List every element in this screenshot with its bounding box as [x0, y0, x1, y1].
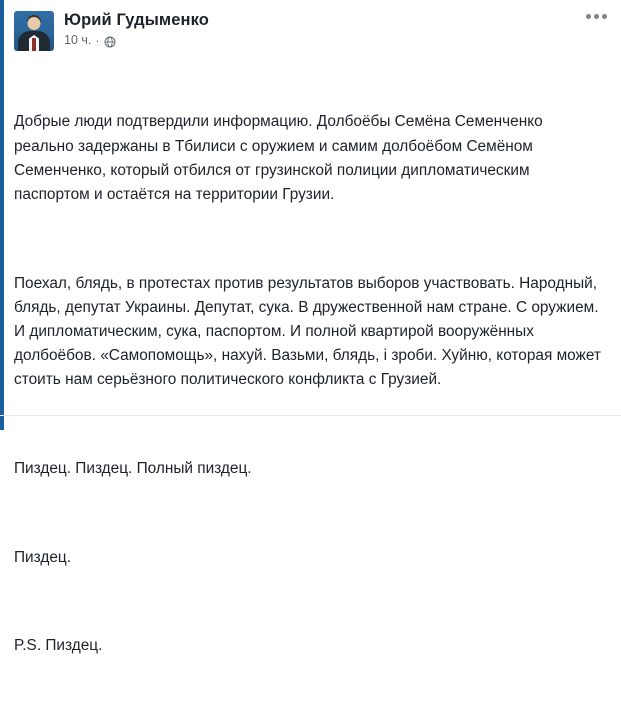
meta-separator: · — [95, 33, 100, 48]
post-meta — [64, 33, 209, 48]
more-options-icon[interactable] — [586, 14, 607, 19]
post-paragraph: Поехал, блядь, в протестах против результатов выборов участвовать. Народный, блядь, депутат Украины. Депутат, сука. В дружественной нам стране. С оружием. И дипломатическим, сука, паспортом. И полной квартирой вооружённых долбоёбов. «Самопомощь», нахуй. Вазьми, блядь, і зроби. Хуйню, которая может стоить нам серьёзного политического конфликта с Грузией. — [14, 274, 606, 389]
post-paragraph: P.S. Пиздец. — [14, 637, 103, 655]
dot — [602, 14, 607, 19]
post-paragraph: Пиздец. — [14, 548, 72, 566]
post-divider — [0, 415, 621, 416]
accent-bar — [0, 0, 4, 430]
avatar-tie-shape — [32, 38, 36, 51]
post-paragraph: Добрые люди подтвердили информацию. Долбоёбы Семёна Семенченко реально задержаны в Тбилиси с оружием и самим долбоёбом Семёном Семенченко, который отбился от грузинской полиции дипломатическим паспортом и остаётся на территории Грузии. — [14, 113, 547, 204]
dot — [586, 14, 591, 19]
avatar[interactable] — [14, 11, 54, 51]
post-paragraph: Пиздец. Пиздец. Полный пиздец. — [14, 460, 252, 478]
post-timestamp[interactable]: 10 ч. — [64, 33, 92, 47]
post-body — [0, 56, 621, 707]
author-name[interactable]: Юрий Гудыменко — [64, 11, 209, 29]
post-header — [0, 0, 621, 56]
dot — [594, 14, 599, 19]
globe-icon — [104, 35, 116, 47]
author-block — [64, 10, 209, 48]
avatar-face-shape — [28, 17, 41, 30]
